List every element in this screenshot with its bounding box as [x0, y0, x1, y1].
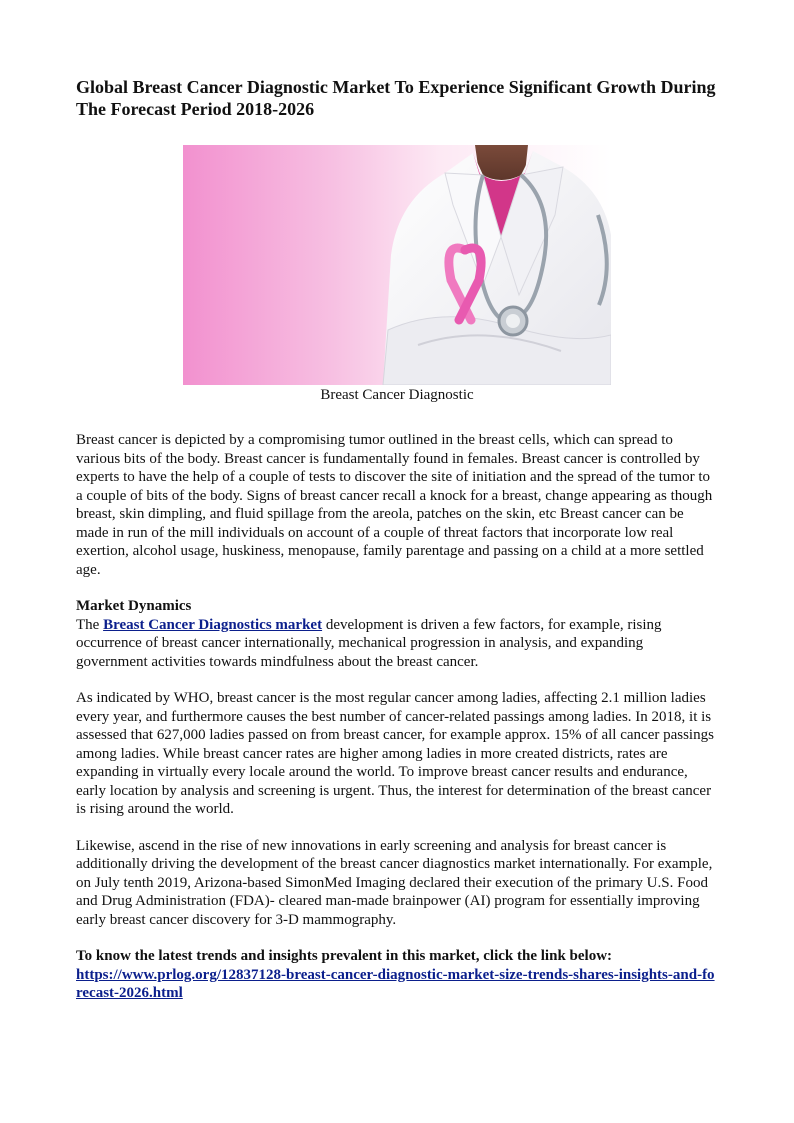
market-dynamics-rest: development is driven a few factors, for example, rising occurrence of breast cancer internationally, mechanical progression in analysis, and expanding government activities towards mindfulness about the breast cancer.	[76, 616, 662, 670]
paragraph-intro: Breast cancer is depicted by a compromising tumor outlined in the breast cells, which can spread to various bits of the body. Breast cancer is fundamentally found in females. Breast cancer is controlled by experts to have the help of a couple of tests to discover the site of initiation and the spread of the tumor to a couple of bits of the body. Signs of breast cancer recall a knock for a breast, change appearing as though breast, skin dimpling, and fluid spillage from the areola, patches on the skin, etc Breast cancer can be made in run of the mill individuals on account of a couple of threat factors that incorporate low real exertion, alcohol usage, huskiness, menopause, family parentage and passing on a child at a more settled age.	[76, 432, 713, 578]
paragraph-who: As indicated by WHO, breast cancer is the most regular cancer among ladies, affecting 2.1 million ladies every year, and furthermore causes the best number of cancer-related passings among ladies. In 2018, it is assessed that 627,000 ladies passed on from breast cancer, for example approx. 15% of all cancer passings among ladies. While breast cancer rates are higher among ladies in more created districts, rates are expanding in virtually every locale around the world. To improve breast cancer results and endurance, early location by analysis and screening is urgent. Thus, the interest for determination of the breast cancer is rising around the world.	[76, 690, 714, 817]
paragraph-innovations: Likewise, ascend in the rise of new innovations in early screening and analysis for breast cancer is additionally driving the development of the breast cancer diagnostics market internationally. For example, on July tenth 2019, Arizona-based SimonMed Imaging declared their execution of the primary U.S. Food and Drug Administration (FDA)- cleared man-made brainpower (AI) program for essentially improving early breast cancer discovery for 3-D mammography.	[76, 837, 713, 928]
figure-caption: Breast Cancer Diagnostic	[320, 387, 474, 403]
doctor-with-pink-ribbon-image	[183, 145, 611, 385]
market-dynamics-heading: Market Dynamics	[76, 598, 192, 614]
article-title: Global Breast Cancer Diagnostic Market To Experience Significant Growth During The Forecast Period 2018-2026	[76, 77, 716, 119]
cta-text: To know the latest trends and insights prevalent in this market, click the link below:	[76, 948, 613, 964]
report-url-link[interactable]: https://www.prlog.org/12837128-breast-cancer-diagnostic-market-size-trends-shares-insights-and-forecast-2026.html	[76, 966, 715, 1001]
figure	[76, 145, 718, 405]
call-to-action	[76, 947, 718, 1003]
market-dynamics-lead: The	[76, 616, 100, 633]
breast-cancer-diagnostics-market-link[interactable]: Breast Cancer Diagnostics market	[103, 616, 323, 633]
market-dynamics-paragraph	[76, 616, 718, 672]
article	[76, 76, 718, 1003]
